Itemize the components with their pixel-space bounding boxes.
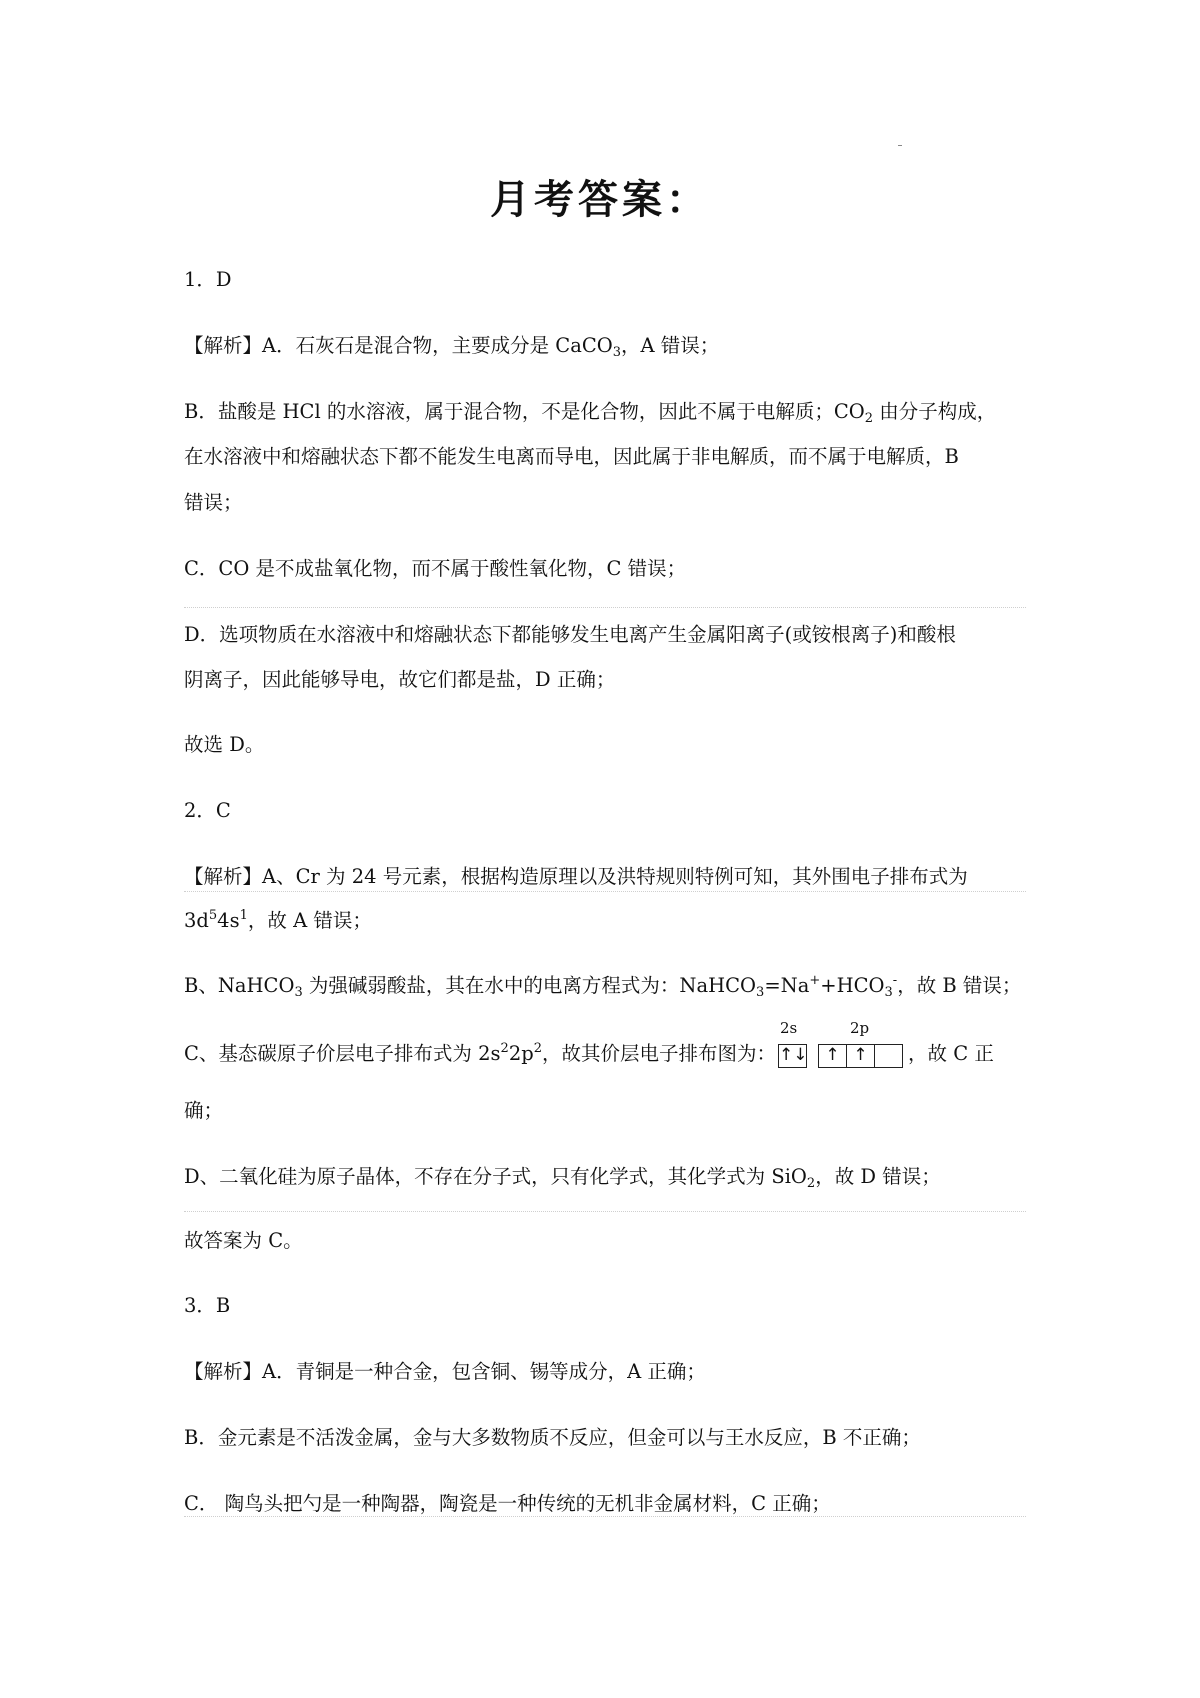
q1-explain-b-line1: B．盐酸是 HCl 的水溶液，属于混合物，不是化合物，因此不属于电解质；$CO_2$ 由分子构成， (184, 400, 997, 426)
q1-explain-b-line2: 在水溶液中和熔融状态下都不能发生电离而导电，因此属于非电解质，而不属于电解质，B (184, 445, 959, 468)
separator (184, 1211, 1026, 1212)
q2-explain-b: B、NaHCO$_3$ 为强碱弱酸盐，其在水中的电离方程式为：$NaHCO_3=Na^++HCO_3^-$，故 B 错误； (184, 973, 1022, 1000)
q2-explain-c-line1: C、基态碳原子价层电子排布式为 $2s^22p^2$，故其价层电子排布图为： 2s 2p ↑↓ ↑ ↑ ，故 C 正 (184, 1040, 994, 1068)
q2-explain-c-line2: 确； (184, 1099, 224, 1122)
separator (184, 1516, 1026, 1517)
q1-explain-a: 【解析】A．石灰石是混合物，主要成分是 CaCO$_3$，A 错误； (184, 334, 720, 360)
q1-explain-d-line1: D．选项物质在水溶液中和熔融状态下都能够发生电离产生金属阳离子(或铵根离子)和酸根 (184, 623, 956, 646)
q3-explain-b: B．金元素是不活泼金属，金与大多数物质不反应，但金可以与王水反应，B 不正确； (184, 1426, 921, 1449)
orbital-cell-2p-1: ↑ (818, 1044, 847, 1068)
orbital-cell-2s: ↑↓ (778, 1044, 807, 1068)
q1-conclusion: 故选 D。 (184, 733, 265, 756)
q1-explain-b-line3: 错误； (184, 491, 243, 514)
orbital-cell-2p-3 (874, 1044, 903, 1068)
orbital-diagram (778, 1019, 906, 1068)
page-title: 月考答案： (490, 177, 710, 223)
q1-explain-d-line2: 阴离子，因此能够导电，故它们都是盐，D 正确； (184, 668, 616, 691)
orbital-cell-2p-2: ↑ (846, 1044, 875, 1068)
orbital-label-2s: 2s (780, 1019, 798, 1037)
q3-explain-c: C． 陶鸟头把勺是一种陶器，陶瓷是一种传统的无机非金属材料，C 正确； (184, 1492, 831, 1515)
orbital-label-2p: 2p (850, 1019, 870, 1037)
q1-explain-c: C．CO 是不成盐氧化物，而不属于酸性氧化物，C 错误； (184, 557, 687, 580)
q2-answer: 2．C (184, 799, 231, 822)
separator (184, 891, 1026, 892)
scan-mark (898, 145, 902, 146)
q2-conclusion: 故答案为 C。 (184, 1229, 303, 1252)
q3-answer: 3．B (184, 1294, 231, 1317)
q2-explain-d: D、二氧化硅为原子晶体，不存在分子式，只有化学式，其化学式为 SiO$_2$，故 D 错误； (184, 1165, 941, 1191)
q2-explain-a-line1: 【解析】A、Cr 为 24 号元素，根据构造原理以及洪特规则特例可知，其外围电子排布式为 (184, 865, 968, 888)
q2-explain-a-line2: $3d^54s^1$，故 A 错误； (184, 908, 372, 932)
q3-explain-a: 【解析】A．青铜是一种合金，包含铜、锡等成分，A 正确； (184, 1360, 706, 1383)
separator (184, 607, 1026, 608)
q1-answer: 1．D (184, 268, 232, 291)
